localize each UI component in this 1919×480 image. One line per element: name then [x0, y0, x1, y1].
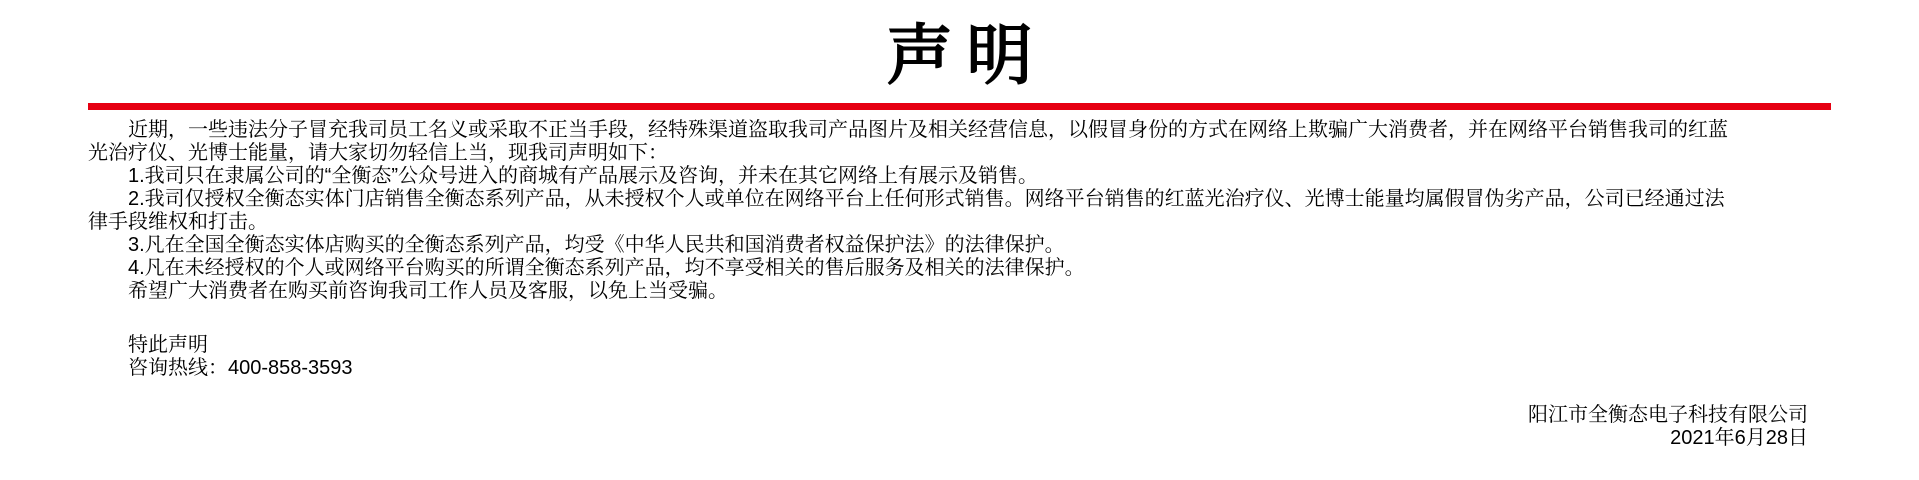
signature-date: 2021年6月28日 — [1670, 427, 1808, 449]
statement-item-3: 3.凡在全国全衡态实体店购买的全衡态系列产品，均受《中华人民共和国消费者权益保护法》的法律保护。 — [128, 234, 1065, 256]
red-divider-rule — [88, 103, 1831, 110]
intro-paragraph: 近期，一些违法分子冒充我司员工名义或采取不正当手段，经特殊渠道盗取我司产品图片及相关经营信息，以假冒身份的方式在网络上欺骗广大消费者，并在网络平台销售我司的红蓝光治疗仪、光博士能量，请大家切勿轻信上当，现我司声明如下： — [88, 119, 1728, 164]
company-name: 阳江市全衡态电子科技有限公司 — [1528, 404, 1808, 426]
statement-item-1: 1.我司只在隶属公司的“全衡态”公众号进入的商城有产品展示及咨询，并未在其它网络上有展示及销售。 — [128, 165, 1038, 187]
hotline-line: 咨询热线：400-858-3593 — [128, 357, 353, 379]
signature-block — [1528, 404, 1808, 450]
hereby-declare-line: 特此声明 — [128, 334, 208, 356]
announcement-body — [88, 119, 1738, 380]
page-title: 声明 — [886, 18, 1047, 92]
statement-item-4: 4.凡在未经授权的个人或网络平台购买的所谓全衡态系列产品，均不享受相关的售后服务及相关的法律保护。 — [128, 257, 1085, 279]
statement-item-2: 2.我司仅授权全衡态实体门店销售全衡态系列产品，从未授权个人或单位在网络平台上任何形式销售。网络平台销售的红蓝光治疗仪、光博士能量均属假冒伪劣产品，公司已经通过法律手段维权和打击。 — [88, 188, 1725, 233]
closing-advice-line: 希望广大消费者在购买前咨询我司工作人员及客服，以免上当受骗。 — [128, 280, 728, 302]
